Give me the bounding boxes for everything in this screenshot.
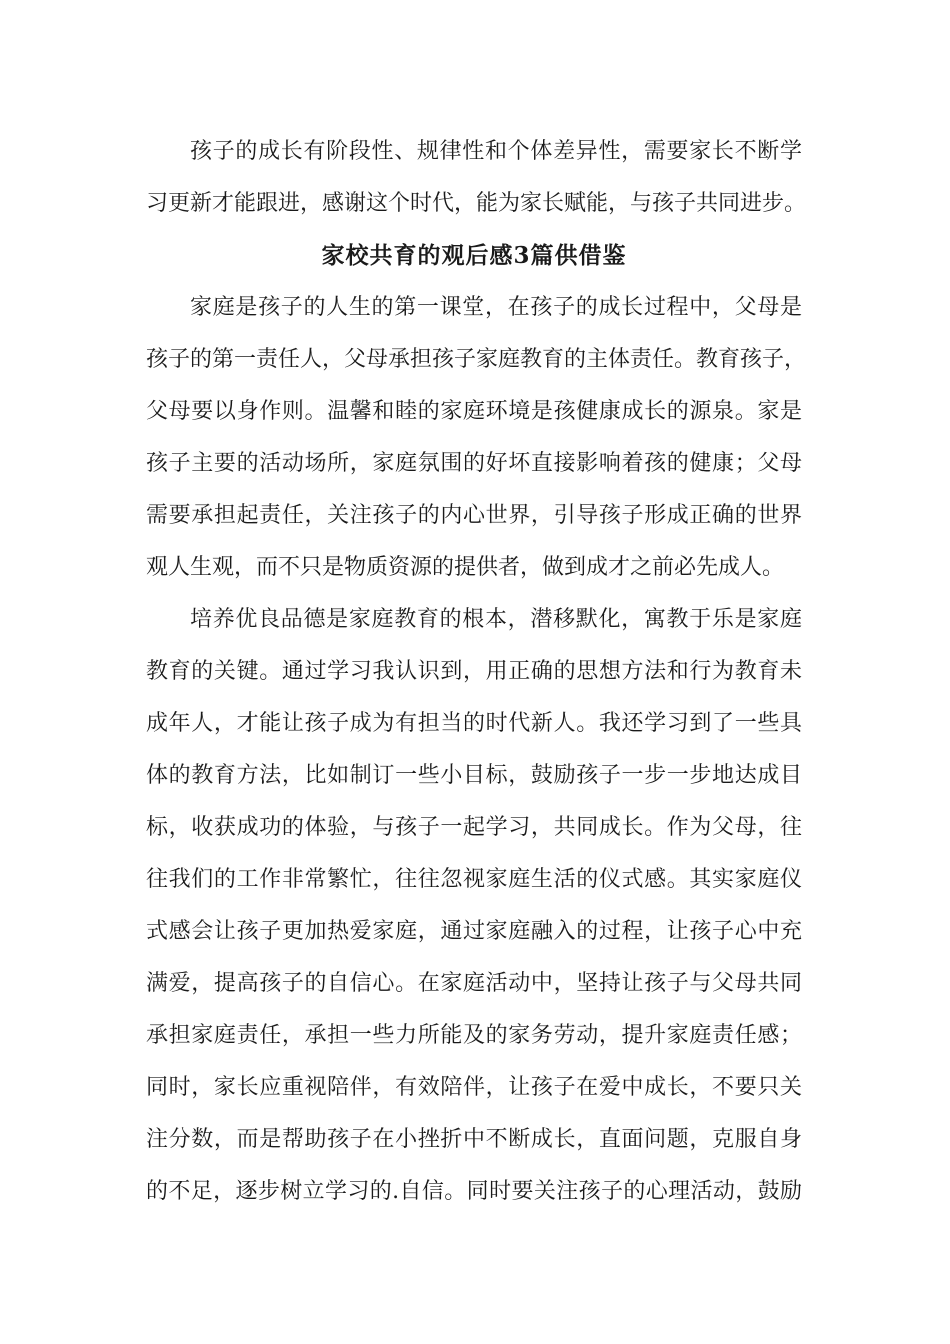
- text-line: 习更新才能跟进，感谢这个时代，能为家长赋能，与孩子共同进步。: [146, 191, 807, 216]
- text-line: 体的教育方法，比如制订一些小目标，鼓励孩子一步一步地达成目: [146, 763, 802, 788]
- text-line: 承担家庭责任，承担一些力所能及的家务劳动，提升家庭责任感；: [146, 1023, 802, 1048]
- text-line: 家庭是孩子的人生的第一课堂，在孩子的成长过程中，父母是: [190, 295, 802, 320]
- paragraph-1: [146, 282, 807, 594]
- text-line: 满爱，提高孩子的自信心。在家庭活动中，坚持让孩子与父母共同: [146, 971, 802, 996]
- text-line: 培养优良品德是家庭教育的根本，潜移默化，寓教于乐是家庭: [190, 607, 802, 632]
- text-line: 注分数，而是帮助孩子在小挫折中不断成长，直面问题，克服自身: [146, 1127, 802, 1152]
- paragraph-2: [146, 594, 802, 1218]
- text-line: 的不足，逐步树立学习的.自信。同时要关注孩子的心理活动，鼓励: [146, 1179, 802, 1204]
- text-line: 同时，家长应重视陪伴，有效陪伴，让孩子在爱中成长，不要只关: [146, 1075, 802, 1100]
- text-line: 教育的关键。通过学习我认识到，用正确的思想方法和行为教育未: [146, 659, 802, 684]
- text-line: 往我们的工作非常繁忙，往往忽视家庭生活的仪式感。其实家庭仪: [146, 867, 802, 892]
- text-line: 观人生观，而不只是物质资源的提供者，做到成才之前必先成人。: [146, 555, 785, 580]
- text-line: 孩子的成长有阶段性、规律性和个体差异性，需要家长不断学: [190, 139, 802, 164]
- text-line: 孩子主要的活动场所，家庭氛围的好坏直接影响着孩的健康；父母: [146, 451, 802, 476]
- text-line: 孩子的第一责任人，父母承担孩子家庭教育的主体责任。教育孩子，: [146, 347, 807, 372]
- intro-paragraph: [146, 126, 807, 230]
- text-line: 父母要以身作则。温馨和睦的家庭环境是孩健康成长的源泉。家是: [146, 399, 802, 424]
- document-page: [146, 126, 807, 1218]
- text-line: 需要承担起责任，关注孩子的内心世界，引导孩子形成正确的世界: [146, 503, 802, 528]
- document-title: 家校共育的观后感3篇供借鉴: [321, 242, 627, 269]
- text-line: 成年人，才能让孩子成为有担当的时代新人。我还学习到了一些具: [146, 711, 802, 736]
- text-line: 标，收获成功的体验，与孩子一起学习，共同成长。作为父母，往: [146, 815, 802, 840]
- text-line: 式感会让孩子更加热爱家庭，通过家庭融入的过程，让孩子心中充: [146, 919, 802, 944]
